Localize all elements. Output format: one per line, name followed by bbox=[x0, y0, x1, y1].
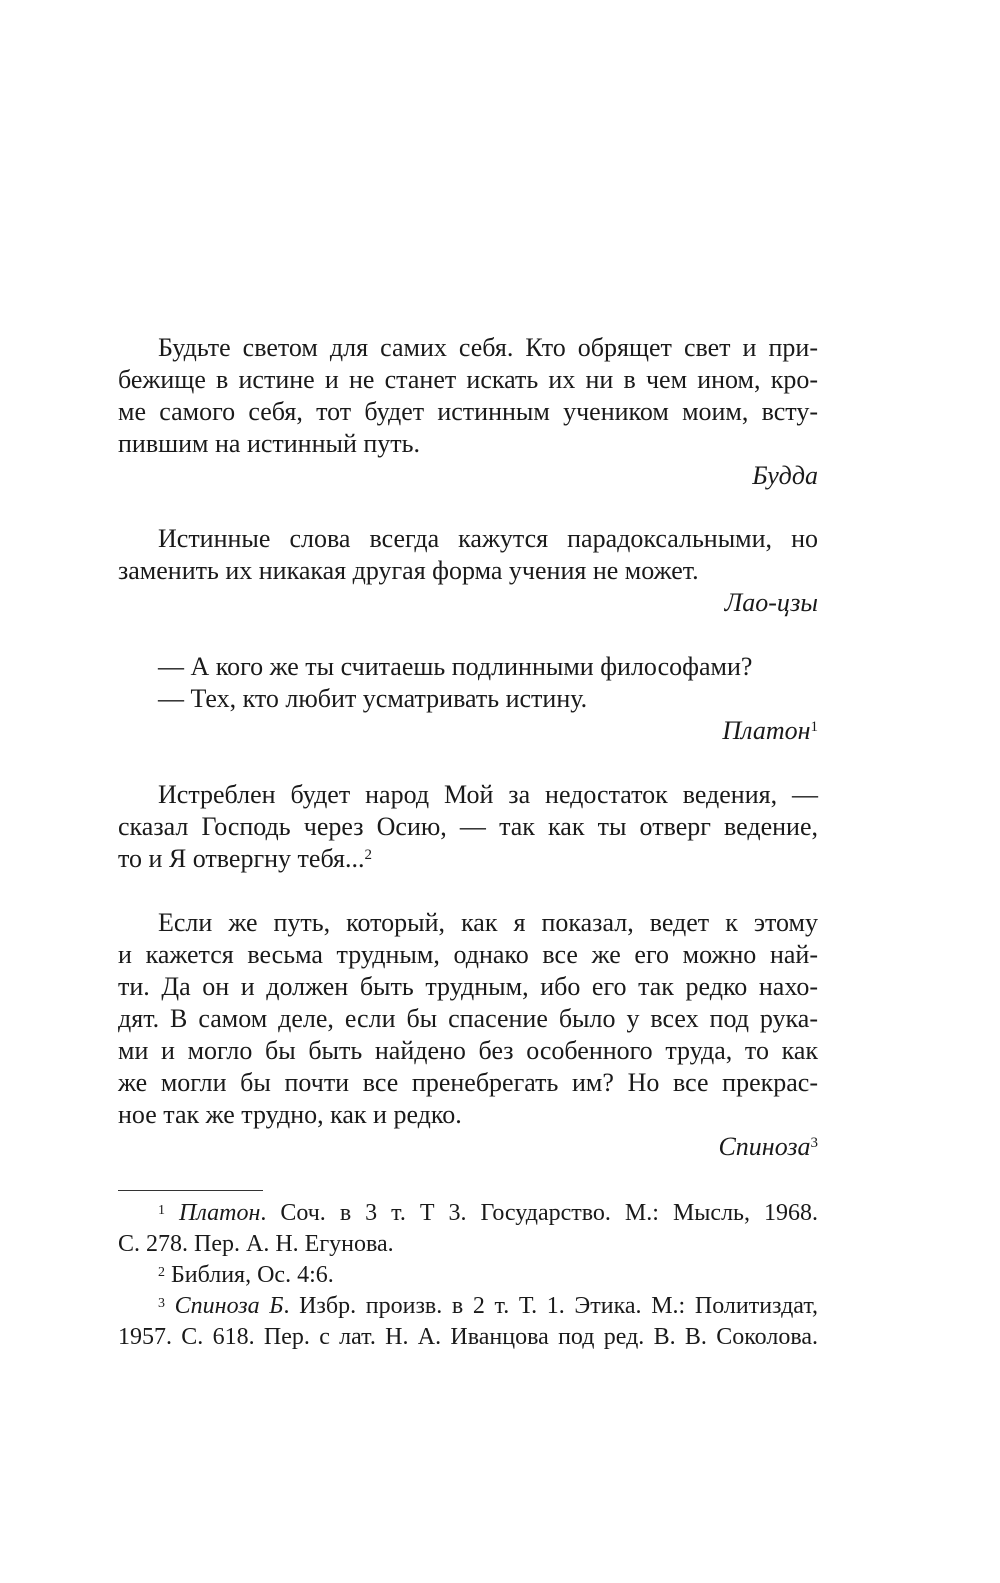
quote-buddha-line-1: Будьте светом для самих себя. Кто обрящет свет и при- bbox=[158, 333, 818, 362]
footnote-ref-1: 1 bbox=[810, 719, 818, 735]
footnote-3-author: Спиноза Б bbox=[174, 1293, 284, 1319]
footnote-ref-3: 3 bbox=[810, 1135, 818, 1151]
quote-spinoza-line-4: дят. В самом деле, если бы спасение было у всех под рука- bbox=[118, 1004, 818, 1033]
footnote-1-text: . Соч. в 3 т. Т 3. Государство. М.: Мысль, 1968. bbox=[260, 1200, 818, 1226]
quote-buddha-author: Будда bbox=[752, 461, 818, 490]
footnote-2-number: 2 bbox=[158, 1265, 165, 1280]
footnote-2-text: Библия, Ос. 4:6. bbox=[171, 1262, 334, 1288]
quote-hosea-line-3-text: то и Я отвергну тебя... bbox=[118, 844, 365, 873]
quote-spinoza-line-2: и кажется весьма трудным, однако все же его можно най- bbox=[118, 940, 818, 969]
quote-plato-line-2: — Тех, кто любит усматривать истину. bbox=[158, 684, 588, 713]
footnote-1-author: Платон bbox=[179, 1200, 261, 1226]
quote-plato-author bbox=[118, 715, 818, 747]
quote-plato-line-1: — А кого же ты считаешь подлинными философами? bbox=[158, 652, 753, 681]
footnote-3-text: . Избр. произв. в 2 т. Т. 1. Этика. М.: Политиздат, bbox=[283, 1293, 819, 1319]
quote-hosea-line-2: сказал Господь через Осию, — так как ты отверг ведение, bbox=[118, 812, 818, 841]
quote-hosea-line-1: Истреблен будет народ Мой за недостаток ведения, — bbox=[158, 780, 818, 809]
quote-hosea-line-3 bbox=[118, 843, 818, 875]
quote-laozi-line-2: заменить их никакая другая форма учения не может. bbox=[118, 556, 699, 585]
footnote-1-line-1 bbox=[118, 1198, 818, 1229]
quote-laozi-line-1: Истинные слова всегда кажутся парадоксальными, но bbox=[158, 524, 818, 553]
quote-spinoza-author bbox=[118, 1131, 818, 1163]
quote-spinoza-line-3: ти. Да он и должен быть трудным, ибо его так редко нахо- bbox=[118, 972, 818, 1001]
quote-spinoza-line-5: ми и могло бы быть найдено без особенного труда, то как bbox=[118, 1036, 818, 1065]
footnote-separator bbox=[118, 1190, 263, 1191]
quote-laozi-author: Лао-цзы bbox=[724, 588, 818, 617]
footnote-3-line-2: 1957. С. 618. Пер. с лат. Н. А. Иванцова под ред. В. В. Соколова. bbox=[118, 1324, 818, 1350]
footnote-1-line-2: С. 278. Пер. А. Н. Егунова. bbox=[118, 1231, 394, 1257]
quote-buddha-line-4: пившим на истинный путь. bbox=[118, 429, 421, 458]
quote-buddha-line-3: ме самого себя, тот будет истинным учеником моим, всту- bbox=[118, 397, 818, 426]
footnote-ref-2: 2 bbox=[364, 847, 372, 863]
quote-spinoza-line-1: Если же путь, который, как я показал, ведет к этому bbox=[158, 908, 818, 937]
quote-buddha-line-2: бежище в истине и не станет искать их ни в чем ином, кро- bbox=[118, 365, 818, 394]
quote-spinoza-line-7: ное так же трудно, как и редко. bbox=[118, 1100, 462, 1129]
footnote-1-number: 1 bbox=[158, 1203, 165, 1218]
footnote-3-number: 3 bbox=[158, 1296, 165, 1311]
quote-spinoza-line-6: же могли бы почти все пренебрегать им? Но все прекрас- bbox=[118, 1068, 818, 1097]
footnote-2-line-1 bbox=[118, 1260, 818, 1291]
quote-spinoza-author-name: Спиноза bbox=[718, 1132, 811, 1161]
quote-plato-author-name: Платон bbox=[722, 716, 811, 745]
footnote-3-line-1 bbox=[118, 1291, 818, 1322]
